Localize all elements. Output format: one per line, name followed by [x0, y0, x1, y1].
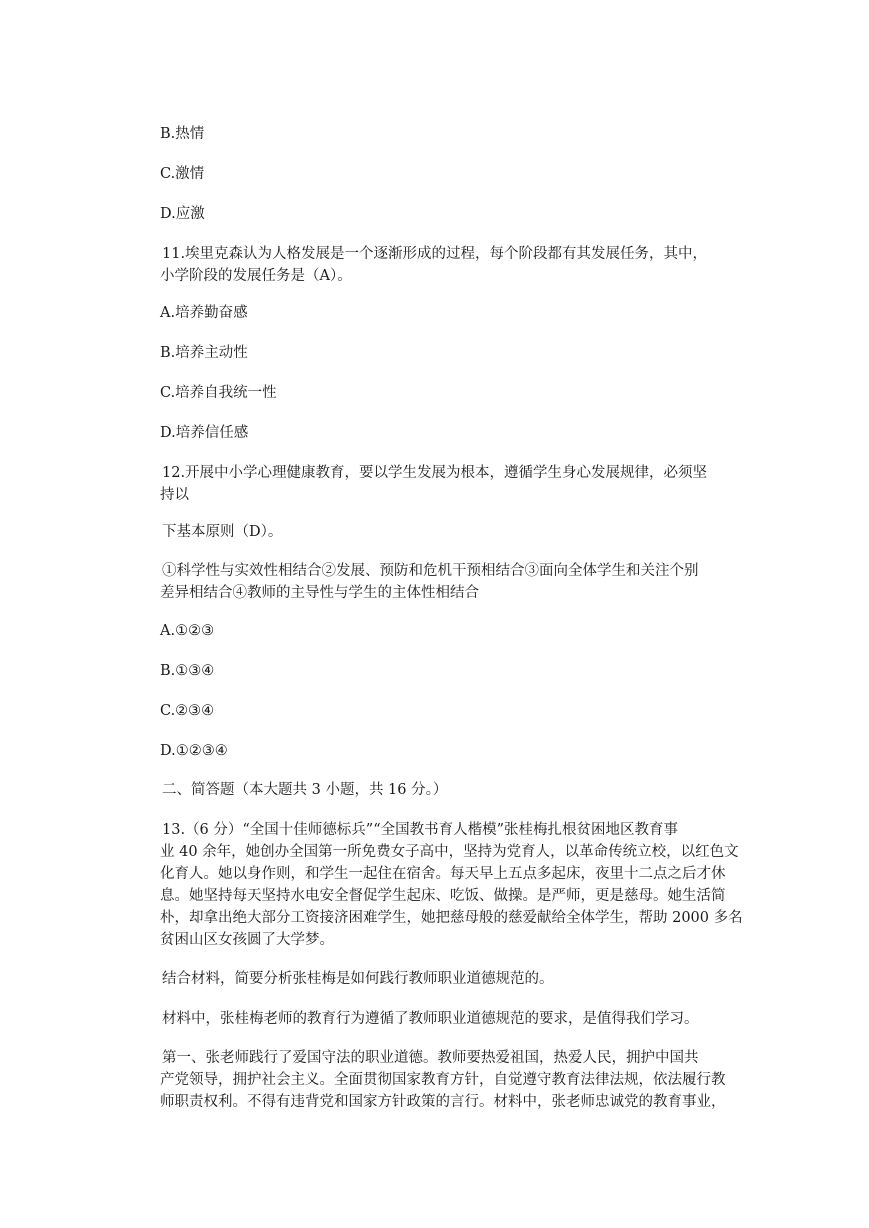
- q11-option-a: A.培养勤奋感: [160, 305, 248, 321]
- q13-material-line-1: 13.（6 分）“全国十佳师德标兵”“全国教书育人楷模”张桂梅扎根贫困地区教育事: [162, 822, 679, 838]
- q13-material-line-3: 化育人。她以身作则，和学生一起住在宿舍。每天早上五点多起床，夜里十二点之后才休: [160, 866, 726, 882]
- q12-stem-line-2: 持以: [160, 487, 189, 503]
- q13-answer-p1-line-3: 师职责权利。不得有违背党和国家方针政策的言行。材料中，张老师忠诚党的教育事业，: [160, 1094, 726, 1110]
- q10-option-c: C.激情: [160, 166, 205, 182]
- q11-stem-line-1: 11.埃里克森认为人格发展是一个逐渐形成的过程，每个阶段都有其发展任务，其中，: [162, 246, 708, 262]
- q13-answer-p1-line-2: 产党领导，拥护社会主义。全面贯彻国家教育方针，自觉遵守教育法律法规，依法履行教: [160, 1072, 726, 1088]
- q11-stem-line-2: 小学阶段的发展任务是（A）。: [160, 268, 352, 284]
- q12-option-c: C.②③④: [160, 703, 215, 719]
- q12-stem-line-1: 12.开展中小学心理健康教育，要以学生发展为根本，遵循学生身心发展规律，必须坚: [162, 465, 708, 481]
- q13-material-line-2: 业 40 余年，她创办全国第一所免费女子高中，坚持为党育人，以革命传统立校，以红色文: [160, 844, 739, 860]
- q11-option-b: B.培养主动性: [160, 345, 248, 361]
- q12-option-a: A.①②③: [160, 623, 215, 639]
- section-heading: 二、简答题（本大题共 3 小题，共 16 分。）: [162, 782, 448, 798]
- q12-option-b: B.①③④: [160, 663, 215, 679]
- q13-answer-p1-line-1: 第一、张老师践行了爱国守法的职业道德。教师要热爱祖国，热爱人民，拥护中国共: [162, 1050, 699, 1066]
- q11-option-c: C.培养自我统一性: [160, 385, 277, 401]
- q13-material-line-4: 息。她坚持每天坚持水电安全督促学生起床、吃饭、做操。是严师，更是慈母。她生活简: [160, 888, 726, 904]
- q13-material-line-5: 朴，却拿出绝大部分工资接济困难学生，她把慈母般的慈爱献给全体学生，帮助 2000 多名: [160, 910, 743, 926]
- q10-option-b: B.热情: [160, 126, 205, 142]
- q12-statement-line-2: 差异相结合④教师的主导性与学生的主体性相结合: [160, 585, 479, 601]
- q12-option-d: D.①②③④: [160, 743, 228, 759]
- q13-question: 结合材料，简要分析张桂梅是如何践行教师职业道德规范的。: [162, 971, 554, 987]
- q12-continuation: 下基本原则（D）。: [162, 524, 283, 540]
- q13-material-line-6: 贫困山区女孩圆了大学梦。: [160, 932, 334, 948]
- q10-option-d: D.应激: [160, 206, 205, 222]
- q11-option-d: D.培养信任感: [160, 425, 249, 441]
- q12-statement-line-1: ①科学性与实效性相结合②发展、预防和危机干预相结合③面向全体学生和关注个别: [162, 563, 699, 579]
- q13-answer-intro: 材料中，张桂梅老师的教育行为遵循了教师职业道德规范的要求，是值得我们学习。: [162, 1011, 699, 1027]
